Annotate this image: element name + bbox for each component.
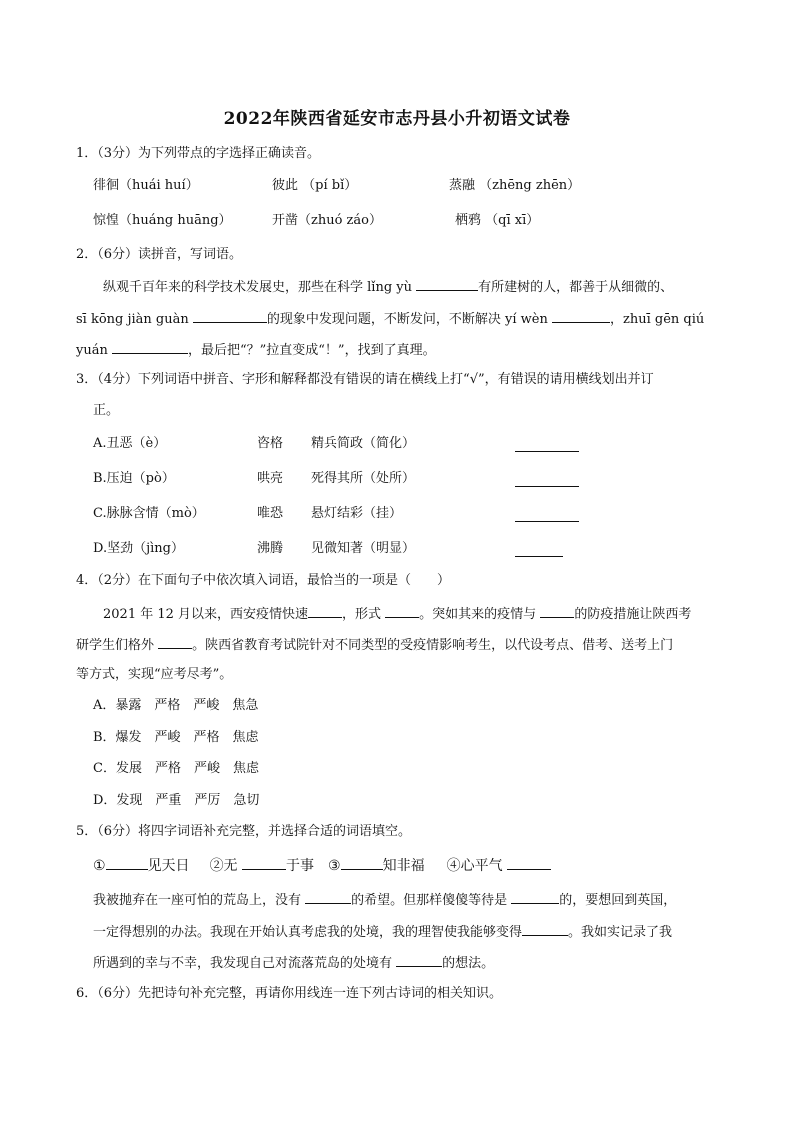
q4-text: 2021 年 12 月以来，西安疫情快速 bbox=[103, 607, 309, 622]
question-1-stem: 1．（3分）为下列带点的字选择正确读音。 bbox=[76, 146, 321, 161]
q5-paragraph-line-2 bbox=[93, 922, 672, 942]
answer-blank[interactable] bbox=[416, 277, 478, 291]
q4-text: 。突如其来的疫情与 bbox=[419, 607, 541, 622]
q2-text: 纵观千百年来的科学技术发展史，那些在科学 lǐng yù bbox=[103, 280, 417, 295]
q5-text: 一定得想别的办法。我现在开始认真考虑我的处境，我的理智使我能够变得 bbox=[93, 925, 523, 940]
q3-idiom: 死得其所（处所） bbox=[311, 471, 416, 486]
answer-blank[interactable] bbox=[515, 555, 563, 557]
q3-option: C.脉脉含情（mò） bbox=[93, 506, 205, 521]
q5-item-label: ④心平气 bbox=[446, 858, 508, 874]
answer-blank[interactable] bbox=[308, 604, 342, 618]
answer-blank[interactable] bbox=[507, 856, 551, 870]
answer-blank[interactable] bbox=[158, 635, 192, 649]
q3-option: D.坚劲（jìng） bbox=[93, 541, 184, 556]
q3-idiom: 精兵简政（简化） bbox=[311, 436, 416, 451]
q5-item-label: 知非福 bbox=[382, 858, 425, 874]
q4-paragraph-line-2 bbox=[76, 635, 673, 655]
q1-word: 徘徊（huái huí） bbox=[93, 178, 199, 193]
q5-text: 所遇到的幸与不幸，我发现自己对流落荒岛的处境有 bbox=[93, 956, 397, 971]
q5-item-label: 于事 bbox=[286, 858, 315, 874]
q2-paragraph-line-1 bbox=[103, 277, 673, 297]
q5-item-label: ③ bbox=[328, 858, 341, 874]
q1-word: 惊惶（huáng huāng） bbox=[93, 213, 232, 228]
q2-text: 的现象中发现问题，不断发问，不断解决 yí wèn bbox=[266, 312, 552, 327]
question-3-stem: 3．（4分）下列词语中拼音、字形和解释都没有错误的请在横线上打“√”，有错误的请用横线划出并订 bbox=[76, 372, 654, 387]
q2-text: sī kōng jiàn guàn bbox=[76, 312, 193, 327]
q3-word: 沸腾 bbox=[257, 541, 284, 556]
q2-paragraph-line-2 bbox=[76, 309, 704, 329]
q5-item-label: 见天日 bbox=[147, 858, 190, 874]
q3-word: 哄亮 bbox=[257, 471, 284, 486]
q5-text: 。我如实记录了我 bbox=[568, 925, 673, 940]
q3-option: A.丑恶（è） bbox=[93, 436, 167, 451]
q5-word-items bbox=[93, 856, 551, 875]
q5-text: 的想法。 bbox=[442, 956, 495, 971]
q1-word: 彼此 （pí bǐ） bbox=[272, 178, 358, 193]
answer-blank[interactable] bbox=[515, 485, 579, 487]
answer-blank[interactable] bbox=[112, 340, 188, 354]
q4-text: 。陕西省教育考试院针对不同类型的受疫情影响考生，以代设考点、借考、送考上门 bbox=[192, 638, 674, 653]
q1-word: 开凿（zhuó záo） bbox=[272, 213, 382, 228]
q2-text: ，zhuī gēn qiú bbox=[609, 312, 705, 327]
q5-item-label: ① bbox=[93, 858, 106, 874]
q3-idiom: 悬灯结彩（挂） bbox=[311, 506, 403, 521]
answer-blank[interactable] bbox=[540, 604, 574, 618]
q3-word: 唯恐 bbox=[257, 506, 284, 521]
q4-text: 的防疫措施让陕西考 bbox=[574, 607, 692, 622]
answer-blank[interactable] bbox=[515, 450, 579, 452]
question-3-stem-cont: 正。 bbox=[93, 403, 120, 418]
answer-blank[interactable] bbox=[396, 953, 442, 967]
question-5-stem: 5．（6分）将四字词语补充完整，并选择合适的词语填空。 bbox=[76, 824, 412, 839]
answer-blank[interactable] bbox=[106, 856, 148, 870]
q4-paragraph-line-1 bbox=[103, 604, 691, 624]
q5-item-label: ②无 bbox=[209, 858, 243, 874]
q2-text: yuán bbox=[76, 343, 112, 358]
q3-option: B.压迫（pò） bbox=[93, 471, 175, 486]
question-4-stem: 4．（2分）在下面句子中依次填入词语，最恰当的一项是（ ） bbox=[76, 573, 451, 588]
answer-blank[interactable] bbox=[385, 604, 419, 618]
q1-word: 栖鸦 （qī xī） bbox=[455, 213, 540, 228]
answer-blank[interactable] bbox=[341, 856, 383, 870]
q3-word: 咨格 bbox=[257, 436, 284, 451]
q2-text: ，最后把“？”拉直变成“！”，找到了真理。 bbox=[187, 343, 436, 358]
q4-paragraph-line-3: 等方式，实现“应考尽考”。 bbox=[76, 667, 233, 682]
q4-option-a[interactable]: A．暴露 严格 严峻 焦急 bbox=[93, 698, 259, 713]
q2-text: 有所建树的人，都善于从细微的、 bbox=[478, 280, 674, 295]
q3-idiom: 见微知著（明显） bbox=[311, 541, 416, 556]
answer-blank[interactable] bbox=[515, 520, 579, 522]
q2-paragraph-line-3 bbox=[76, 340, 436, 360]
q4-text: ，形式 bbox=[342, 607, 386, 622]
answer-blank[interactable] bbox=[193, 309, 267, 323]
page-title: 2022年陕西省延安市志丹县小升初语文试卷 bbox=[223, 109, 571, 129]
answer-blank[interactable] bbox=[511, 890, 559, 904]
q4-option-b[interactable]: B．爆发 严峻 严格 焦虑 bbox=[93, 730, 259, 745]
answer-blank[interactable] bbox=[305, 890, 351, 904]
q4-text: 研学生们格外 bbox=[76, 638, 159, 653]
answer-blank[interactable] bbox=[552, 309, 610, 323]
q5-text: 的希望。但那样傻傻等待是 bbox=[351, 893, 512, 908]
q1-word: 蒸融 （zhēng zhēn） bbox=[449, 178, 581, 193]
question-2-stem: 2．（6分）读拼音，写词语。 bbox=[76, 247, 243, 262]
q4-option-d[interactable]: D．发现 严重 严厉 急切 bbox=[93, 793, 260, 808]
question-6-stem: 6．（6分）先把诗句补充完整，再请你用线连一连下列古诗词的相关知识。 bbox=[76, 986, 503, 1001]
q5-text: 我被抛弃在一座可怕的荒岛上，没有 bbox=[93, 893, 306, 908]
q4-option-c[interactable]: C．发展 严格 严峻 焦虑 bbox=[93, 761, 259, 776]
q5-paragraph-line-1 bbox=[93, 890, 676, 910]
q5-paragraph-line-3 bbox=[93, 953, 494, 973]
answer-blank[interactable] bbox=[242, 856, 286, 870]
answer-blank[interactable] bbox=[522, 922, 568, 936]
q5-text: 的，要想回到英国， bbox=[559, 893, 677, 908]
